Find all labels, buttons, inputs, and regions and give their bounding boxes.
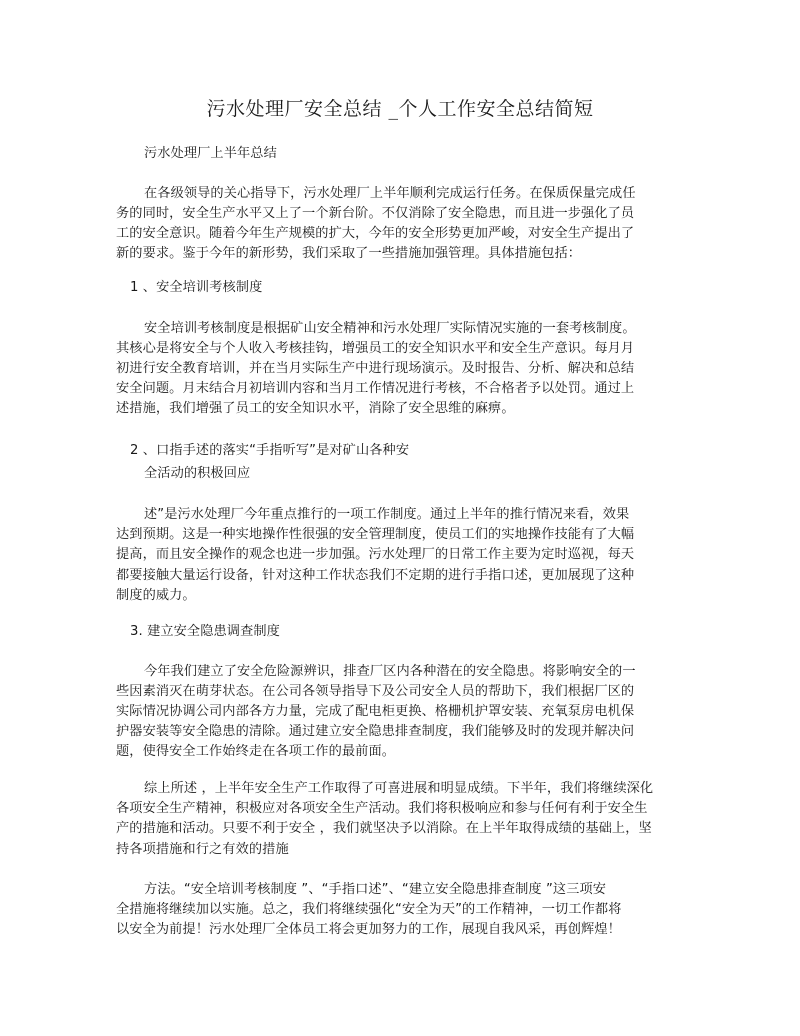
section-3-line: 实际情况协调公司内部各方力量，完成了配电柜更换、格栅机护罩安装、充氧泵房电机保 — [116, 704, 635, 719]
section-3-heading: 3. 建立安全隐患调查制度 — [130, 624, 280, 639]
intro-line: 工的安全意识。随着今年生产规模的扩大，今年的安全形势更加严峻，对安全生产提出了 — [116, 226, 635, 241]
section-1-line: 初进行安全教育培训，并在当月实际生产中进行现场演示。及时报告、分析、解决和总结 — [116, 361, 635, 376]
document-subtitle: 污水处理厂上半年总结 — [144, 146, 277, 161]
summary-line: 综上所述 ，上半年安全生产工作取得了可喜进展和明显成绩。下半年，我们将继续深化 — [144, 781, 654, 796]
section-2-heading: 2 、口指手述的落实“手指听写”是对矿山各种安 — [130, 443, 410, 458]
section-2-line: 制度的威力。 — [116, 588, 196, 603]
section-1-heading: 1 、安全培训考核制度 — [130, 280, 263, 295]
section-3-line: 护器安装等安全隐患的清除。通过建立安全隐患排查制度，我们能够及时的发现并解决问 — [116, 724, 635, 739]
summary-line: 产的措施和活动。只要不利于安全 ，我们就坚决予以消除。在上半年取得成绩的基础上，坚 — [116, 821, 652, 836]
summary-line: 持各项措施和行之有效的措施 — [116, 842, 289, 857]
summary-line: 各项安全生产精神，积极应对各项安全生产活动。我们将积极响应和参与任何有利于安全生 — [116, 801, 648, 816]
closing-line: 以安全为前提！污水处理厂全体员工将会更加努力的工作，展现自我风采，再创辉煌！ — [116, 922, 621, 937]
section-1-line: 安全问题。月末结合月初培训内容和当月工作情况进行考核，不合格者予以处罚。通过上 — [116, 381, 635, 396]
intro-line: 在各级领导的关心指导下，污水处理厂上半年顺利完成运行任务。在保质保量完成任 — [144, 186, 636, 201]
section-1-line: 其核心是将安全与个人收入考核挂钩，增强员工的安全知识水平和安全生产意识。每月月 — [116, 341, 635, 356]
section-2-line: 都要接触大量运行设备，针对这种工作状态我们不定期的进行手指口述，更加展现了这种 — [116, 568, 635, 583]
intro-line: 新的要求。鉴于今年的新形势，我们采取了一些措施加强管理。具体措施包括： — [116, 246, 582, 261]
document-title: 污水处理厂安全总结 _个人工作安全总结简短 — [206, 98, 594, 120]
intro-line: 务的同时，安全生产水平又上了一个新台阶。不仅消除了安全隐患，而且进一步强化了员 — [116, 206, 635, 221]
section-2-line: 述”是污水处理厂今年重点推行的一项工作制度。通过上半年的推行情况来看，效果 — [144, 507, 630, 522]
section-1-line: 安全培训考核制度是根据矿山安全精神和污水处理厂实际情况实施的一套考核制度。 — [144, 321, 636, 336]
section-3-line: 今年我们建立了安全危险源辨识，排查厂区内各种潜在的安全隐患。将影响安全的一 — [144, 664, 636, 679]
section-2-heading-cont: 全活动的积极回应 — [144, 466, 251, 481]
section-1-line: 述措施，我们增强了员工的安全知识水平，消除了安全思维的麻痹。 — [116, 401, 515, 416]
section-3-line: 些因素消灭在萌芽状态。在公司各领导指导下及公司安全人员的帮助下，我们根据厂区的 — [116, 684, 635, 699]
section-2-line: 提高，而且安全操作的观念也进一步加强。污水处理厂的日常工作主要为定时巡视，每天 — [116, 547, 635, 562]
closing-line: 全措施将继续加以实施。总之，我们将继续强化“安全为天”的工作精神，一切工作都将 — [116, 902, 622, 917]
closing-line: 方法。“安全培训考核制度 ”、“手指口述”、“建立安全隐患排查制度 ”这三项安 — [144, 882, 607, 897]
section-2-line: 达到预期。这是一种实地操作性很强的安全管理制度，使员工们的实地操作技能有了大幅 — [116, 527, 635, 542]
section-3-line: 题，使得安全工作始终走在各项工作的最前面。 — [116, 744, 396, 759]
